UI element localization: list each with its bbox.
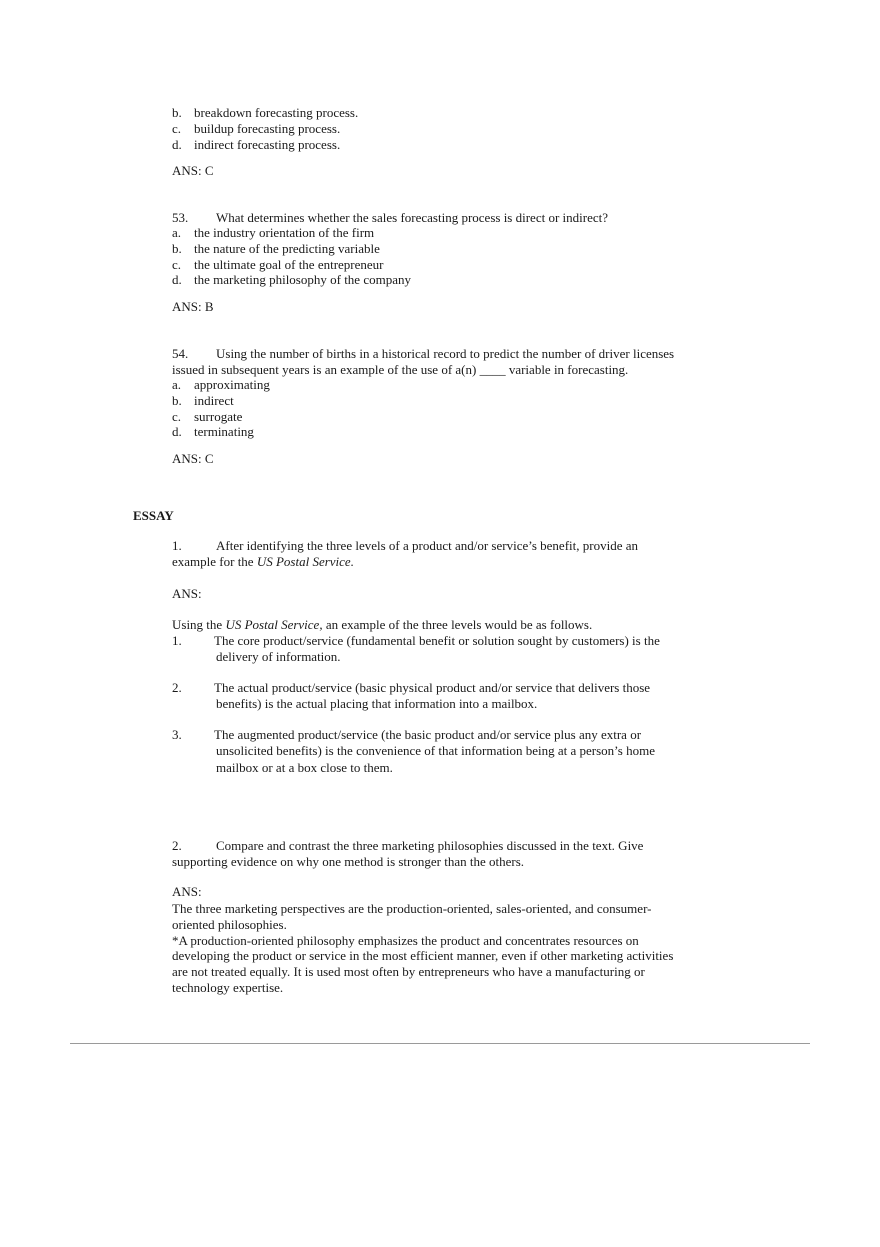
- essay1-item3-line3: mailbox or at a box close to them.: [216, 760, 393, 775]
- essay1-item1-line1: 1. The core product/service (fundamental benefit or solution sought by customers) is the: [172, 633, 660, 648]
- essay2-question-line1: 2. Compare and contrast the three marketing philosophies discussed in the text. Give: [172, 838, 644, 853]
- essay1-question-line1: 1. After identifying the three levels of a product and/or service’s benefit, provide an: [172, 538, 638, 553]
- q54-option-a: a. approximating: [172, 377, 270, 392]
- q54-option-d: d. terminating: [172, 424, 254, 439]
- q53-option-a: a. the industry orientation of the firm: [172, 225, 375, 240]
- essay-heading: ESSAY: [133, 508, 174, 523]
- essay1-item2-line2: benefits) is the actual placing that information into a mailbox.: [216, 696, 538, 711]
- q53-option-d: d. the marketing philosophy of the company: [172, 272, 411, 287]
- q53-option-b: b. the nature of the predicting variable: [172, 241, 380, 256]
- essay2-answer-line2: oriented philosophies.: [172, 917, 287, 932]
- essay2-ans-label: ANS:: [172, 884, 202, 899]
- essay1-answer-intro: Using the US Postal Service, an example of the three levels would be as follows.: [172, 617, 593, 632]
- q54-question-line2: issued in subsequent years is an example of the use of a(n) ____ variable in forecasting.: [172, 362, 629, 377]
- essay1-item1-line2: delivery of information.: [216, 649, 341, 664]
- q52-option-c: c. buildup forecasting process.: [172, 121, 341, 136]
- q54-option-b: b. indirect: [172, 393, 234, 408]
- q53-option-c: c. the ultimate goal of the entrepreneur: [172, 257, 384, 272]
- essay1-item3-line2: unsolicited benefits) is the convenience of that information being at a person’s home: [216, 743, 655, 758]
- essay2-answer-line1: The three marketing perspectives are the production-oriented, sales-oriented, and consumer-: [172, 901, 652, 916]
- page-divider: [70, 1043, 810, 1044]
- essay1-question-line2: example for the US Postal Service.: [172, 554, 354, 569]
- q52-answer: ANS: C: [172, 163, 214, 178]
- essay1-ans-label: ANS:: [172, 586, 202, 601]
- essay2-question-line2: supporting evidence on why one method is stronger than the others.: [172, 854, 525, 869]
- essay1-item2-line1: 2. The actual product/service (basic physical product and/or service that delivers those: [172, 680, 651, 695]
- q52-option-b: b. breakdown forecasting process.: [172, 105, 359, 120]
- essay1-item3-line1: 3. The augmented product/service (the basic product and/or service plus any extra or: [172, 727, 642, 742]
- q54-answer: ANS: C: [172, 451, 214, 466]
- essay2-answer-line6: technology expertise.: [172, 980, 284, 995]
- q53-answer: ANS: B: [172, 299, 214, 314]
- essay2-answer-line3: *A production-oriented philosophy emphasizes the product and concentrates resources on: [172, 933, 639, 948]
- q54-option-c: c. surrogate: [172, 409, 243, 424]
- q53-question: 53. What determines whether the sales forecasting process is direct or indirect?: [172, 210, 609, 225]
- essay2-answer-line5: are not treated equally. It is used most often by entrepreneurs who have a manufacturing or: [172, 964, 645, 979]
- q54-question-line1: 54. Using the number of births in a historical record to predict the number of driver licenses: [172, 346, 675, 361]
- essay2-answer-line4: developing the product or service in the most efficient manner, even if other marketing activities: [172, 948, 674, 963]
- q52-option-d: d. indirect forecasting process.: [172, 137, 341, 152]
